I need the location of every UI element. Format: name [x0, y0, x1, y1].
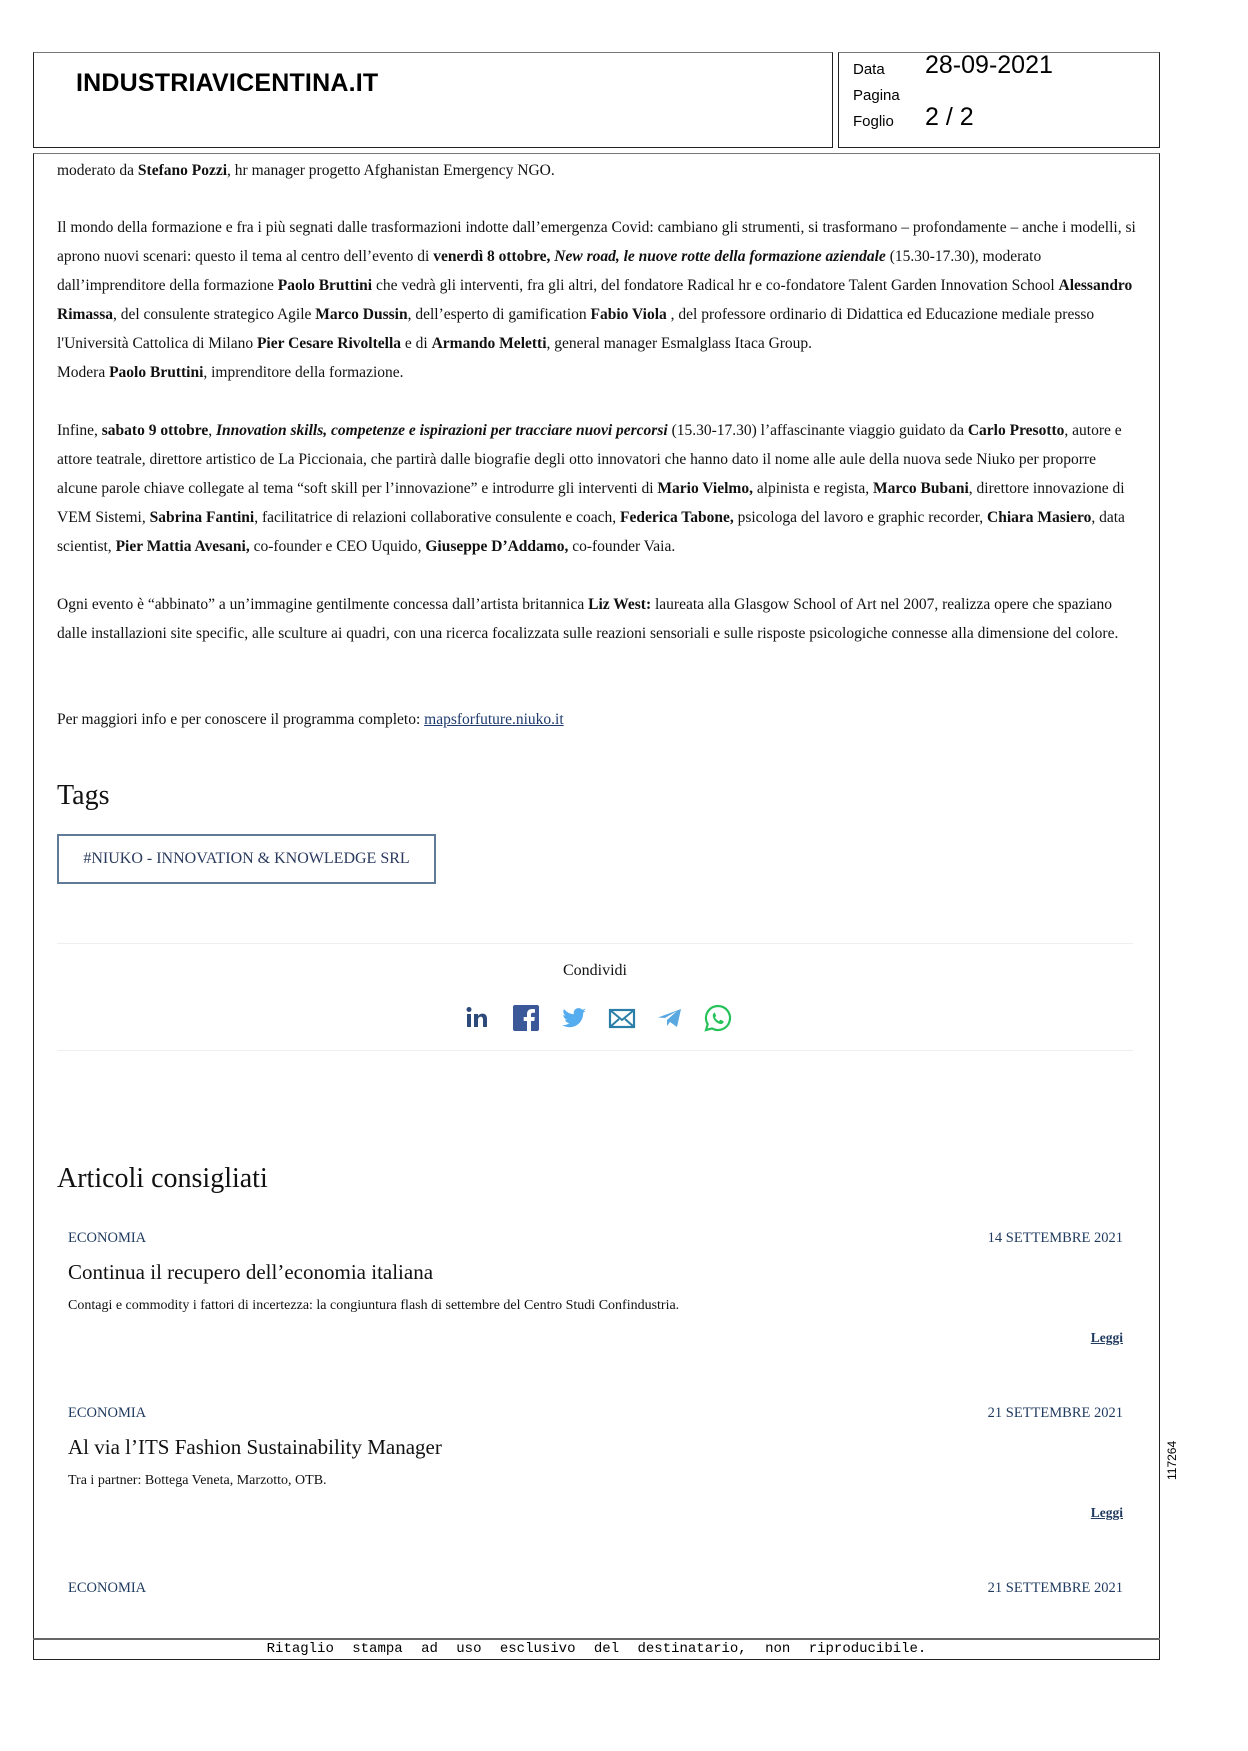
bold-name: Pier Mattia Avesani,	[115, 538, 250, 555]
text-run: Per maggiori info e per conoscere il programma completo:	[57, 711, 425, 728]
program-link[interactable]: mapsforfuture.niuko.it	[424, 711, 564, 728]
twitter-icon[interactable]	[559, 1003, 589, 1033]
bold-name: venerdì 8 ottobre,	[433, 248, 555, 265]
text-run: , hr manager progetto Afghanistan Emergency NGO.	[227, 162, 555, 179]
bold-name: sabato 9 ottobre	[101, 422, 209, 439]
text-run: alpinista e regista,	[752, 480, 874, 497]
article-title-link[interactable]: Al via l’ITS Fashion Sustainability Manager	[68, 1435, 442, 1459]
header-meta-box	[838, 52, 1160, 148]
text-run: , del professore ordinario di Didattica ed Educazione mediale presso l'Università Cattolica di Milano	[57, 306, 1095, 352]
article-date: 21 SETTEMBRE 2021	[987, 1580, 1123, 1596]
article-description: Contagi e commodity i fattori di incertezza: la congiuntura flash di settembre del Centro Studi Confindustria.	[68, 1298, 680, 1313]
foglio-label: Foglio	[853, 113, 894, 130]
bold-name: Marco Bubani	[873, 480, 969, 497]
header-publication-box	[33, 52, 833, 148]
article-description: Tra i partner: Bottega Veneta, Marzotto, OTB.	[68, 1473, 327, 1488]
text-run: (15.30-17.30) l’affascinante viaggio guidato da	[667, 422, 968, 439]
event-title: Innovation skills, competenze e ispirazioni per tracciare nuovi percorsi	[216, 422, 668, 439]
tags-heading: Tags	[57, 780, 110, 811]
bold-name: Chiara Masiero	[987, 509, 1092, 526]
article-paragraph-5	[57, 705, 1137, 734]
bold-name: Stefano Pozzi	[137, 162, 228, 179]
bold-name: Federica Tabone,	[620, 509, 734, 526]
text-run: , facilitatrice di relazioni collaborative consulente e coach,	[254, 509, 621, 526]
text-run: , general manager Esmalglass Itaca Group.	[546, 335, 813, 352]
text-run: , dell’esperto di gamification	[407, 306, 591, 323]
telegram-icon[interactable]	[655, 1003, 685, 1033]
bold-name: Fabio Viola	[590, 306, 667, 323]
text-run: Il mondo della formazione e fra i più segnati dalle trasformazioni indotte dall’emergenza Covid: cambiano gli strumenti, si trasformano – profondamente – anche i modelli, si aprono nuovi scenari: questo il tema al centro dell’evento di	[57, 219, 1136, 265]
text-run: , autore e attore teatrale, direttore artistico de La Piccionaia, che partirà dalle biografie degli otto innovatori che hanno dato il nome alle aule della nuova sede Niuko per proporre alcune parole chiave collegate al tema “soft skill per l’innovazione” e introdurre gli interventi di	[57, 422, 1122, 497]
text-run: Modera	[57, 364, 110, 381]
bold-name: Giuseppe D’Addamo,	[425, 538, 569, 555]
text-run: co-founder Vaia.	[568, 538, 676, 555]
bold-name: Carlo Presotto	[967, 422, 1065, 439]
text-run: moderato da	[57, 162, 138, 179]
text-run: Ogni evento è “abbinato” a un’immagine gentilmente concessa dall’artista britannica	[57, 596, 589, 613]
bold-name: Armando Meletti	[431, 335, 547, 352]
recommended-heading: Articoli consigliati	[57, 1163, 268, 1194]
bold-name: Paolo Bruttini	[109, 364, 204, 381]
text-run: ,	[208, 422, 217, 439]
foglio-value: 2 / 2	[925, 103, 974, 131]
publication-title: INDUSTRIAVICENTINA.IT	[76, 69, 379, 97]
whatsapp-icon[interactable]	[703, 1003, 733, 1033]
email-icon[interactable]	[607, 1003, 637, 1033]
bold-name: Liz West:	[588, 596, 652, 613]
text-run: che vedrà gli interventi, fra gli altri, del fondatore Radical hr e co-fondatore Talent Garden Innovation School	[372, 277, 1059, 294]
text-run: e di	[401, 335, 432, 352]
article-paragraph-2b	[57, 358, 1137, 387]
text-run: , data scientist,	[57, 509, 1125, 555]
tag-chip[interactable]: #NIUKO - INNOVATION & KNOWLEDGE SRL	[57, 834, 436, 884]
data-value: 28-09-2021	[925, 51, 1053, 79]
bold-name: Alessandro Rimassa	[57, 277, 1133, 323]
footer-divider	[33, 1638, 1160, 1640]
share-label: Condividi	[562, 962, 627, 979]
linkedin-icon[interactable]	[463, 1003, 493, 1033]
bold-name: Sabrina Fantini	[149, 509, 255, 526]
share-divider-bottom	[57, 1050, 1133, 1051]
text-run: , direttore innovazione di VEM Sistemi,	[57, 480, 1125, 526]
bold-name: Mario Vielmo,	[657, 480, 753, 497]
text-run: laureata alla Glasgow School of Art nel 2007, realizza opere che spaziano dalle installazioni site specific, alle sculture ai quadri, con una ricerca focalizzata sulle reazioni sensoriali e sulle risposte psicologiche connesse alla dimensione del colore.	[57, 596, 1119, 642]
article-category-link[interactable]: ECONOMIA	[68, 1405, 147, 1421]
data-label: Data	[853, 61, 885, 78]
bold-name: Marco Dussin	[315, 306, 408, 323]
article-date: 21 SETTEMBRE 2021	[987, 1405, 1123, 1421]
read-more-link[interactable]: Leggi	[1090, 1330, 1123, 1345]
article-paragraph-4	[57, 590, 1137, 648]
bold-name: Pier Cesare Rivoltella	[256, 335, 402, 352]
footer-notice: Ritaglio stampa ad uso esclusivo del destinatario, non riproducibile.	[266, 1641, 927, 1657]
read-more-link[interactable]: Leggi	[1090, 1505, 1123, 1520]
article-paragraph-3	[57, 416, 1137, 561]
article-date: 14 SETTEMBRE 2021	[987, 1230, 1123, 1246]
share-divider-top	[57, 943, 1133, 944]
text-run: Infine,	[57, 422, 102, 439]
text-run: , del consulente strategico Agile	[112, 306, 316, 323]
event-title: New road, le nuove rotte della formazione aziendale	[554, 248, 886, 265]
text-run: psicologa del lavoro e graphic recorder,	[733, 509, 988, 526]
article-paragraph-1	[57, 156, 1137, 185]
side-document-code: 117264	[1165, 1440, 1179, 1480]
article-category-link[interactable]: ECONOMIA	[68, 1230, 147, 1246]
facebook-icon[interactable]	[511, 1003, 541, 1033]
text-run: co-founder e CEO Uquido,	[249, 538, 426, 555]
text-run: , imprenditore della formazione.	[203, 364, 404, 381]
text-run: (15.30-17.30), moderato dall’imprenditore della formazione	[57, 248, 1042, 294]
article-paragraph-2	[57, 213, 1137, 358]
article-category-link[interactable]: ECONOMIA	[68, 1580, 147, 1596]
bold-name: Paolo Bruttini	[277, 277, 373, 294]
pagina-label: Pagina	[853, 87, 900, 104]
article-title-link[interactable]: Continua il recupero dell’economia italiana	[68, 1260, 434, 1284]
